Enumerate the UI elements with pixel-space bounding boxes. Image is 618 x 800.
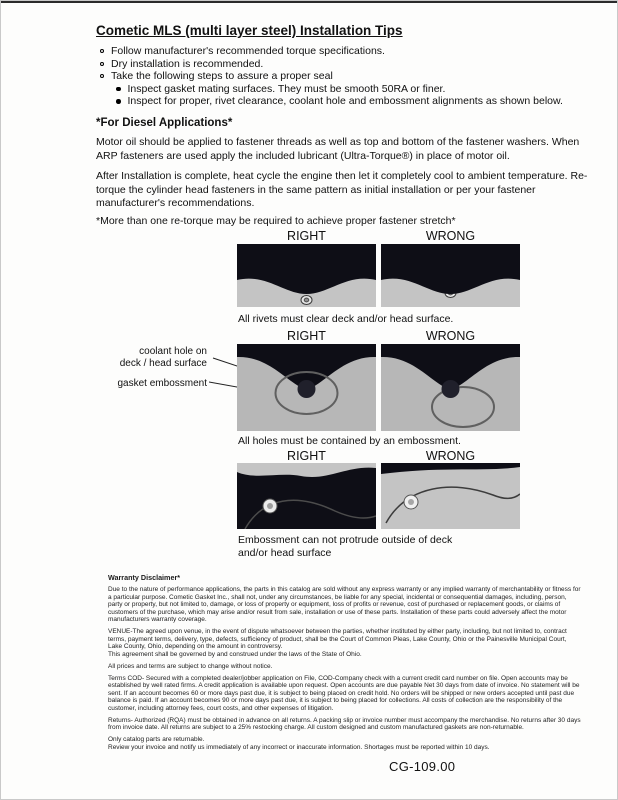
warranty-paragraph: Review your invoice and notify us immediately of any incorrect or inaccurate information. Shortages must be reported within 10 days.: [108, 743, 490, 751]
diagram-rivet-wrong: [381, 244, 520, 307]
diagram-embossment-wrong: [381, 463, 520, 529]
list-item: [116, 95, 563, 108]
right-column-header: RIGHT: [287, 329, 326, 343]
page-title: Cometic MLS (multi layer steel) Installation Tips: [96, 23, 403, 38]
diagram-embossment-right: [237, 463, 376, 529]
rivet-caption: All rivets must clear deck and/or head surface.: [238, 313, 454, 325]
gasket-embossment-label: gasket embossment: [117, 378, 207, 389]
coolant-hole-label: coolant hole on deck / head surface: [119, 346, 207, 369]
list-item: [116, 83, 563, 96]
warranty-paragraph: VENUE-The agreed upon venue, in the event of dispute whatsoever between the parties, whether instituted by either party, including, but not limited to, contract terms, payment terms, delivery, type, defects, sufficiency of product, shall be the Court of Common Pleas, Lake County, Ohio or the Painesville Municipal Court, Lake County, Ohio, depending on the amount in controversy.: [108, 628, 567, 650]
list-item-text: Take the following steps to assure a proper seal: [111, 70, 333, 83]
wrong-column-header: WRONG: [425, 329, 476, 343]
dot-bullet-icon: [116, 99, 121, 104]
warranty-paragraph: Terms COD- Secured with a completed dealer/jobber application on File, COD-Company check with a current credit card number on file. Open accounts may be established by well rated firms. A credit application is available upon request. Open accounts are due payable Net 30 days from date of invoice. No statement will be sent. If an account becomes 60 or more days past due, it is subject to being placed on credit hold. No orders will be shipped or new orders accepted until past due balance is paid. If an account becomes 90 or more days past due, it is subject to being placed for collections. All costs of collection are the responsibility of the customer, including attorney fees, court costs, and other expenses of litigation.: [108, 674, 580, 712]
list-item: [100, 70, 563, 83]
right-column-header: RIGHT: [287, 229, 326, 243]
list-item: [100, 58, 563, 71]
diagram-hole-right: [237, 344, 376, 431]
hole-uncontained-image: [381, 344, 520, 431]
list-item-text: Inspect gasket mating surfaces. They must be smooth 50RA or finer.: [127, 82, 446, 95]
circle-bullet-icon: [100, 74, 104, 78]
list-item-text: Dry installation is recommended.: [111, 57, 264, 70]
dot-bullet-icon: [116, 87, 121, 92]
hole-caption: All holes must be contained by an embossment.: [238, 435, 461, 447]
diagram-rivet-right: [237, 244, 376, 307]
circle-bullet-icon: [100, 49, 104, 53]
warranty-paragraph: Returns- Authorized (RQA) must be obtained in advance on all returns. A packing slip or invoice number must accompany the merchandise. No returns after 30 days from invoice date. All returns are subject to a 25% restocking charge. All custom designed and custom manufactured gaskets are non-returnable.: [108, 716, 581, 731]
embossment-protruding-image: [381, 463, 520, 529]
warranty-paragraph: Due to the nature of performance applications, the parts in this catalog are sold without any express warranty or any implied warranty of merchantability or fitness for a particular purpose. Cometic Gasket Inc., shall not, under any circumstances, be liable for any special, incidental or consequential damages, including, person, party or property, but not limited to, damage, or loss of property or equipment, loss of profits or revenue, cost of purchased or replacement goods, or claims of customers of the purchase, which may arise and/or result from sale, installation or use of these parts. Installation of these parts could adversely affect the motor manufacturers warranty coverage.: [108, 586, 581, 623]
wrong-column-header: WRONG: [425, 449, 476, 463]
rivet-blocked-image: [381, 244, 520, 307]
rivet-clear-image: [237, 244, 376, 307]
page-top-rule: [1, 1, 617, 3]
list-item-text: Inspect for proper, rivet clearance, coolant hole and embossment alignments as shown below.: [127, 95, 563, 108]
diesel-paragraph: After Installation is complete, heat cycle the engine then let it completely cool to ambient temperature. Re-torque the cylinder head fasteners in the same pattern as initial installation or per your fastener manufacturer's recommendations.: [96, 170, 588, 209]
diesel-paragraph: Motor oil should be applied to fastener threads as well as top and bottom of the fastener washers. When ARP fasteners are used apply the included lubricant (Ultra-Torque®) in place of motor oil.: [96, 136, 580, 162]
warranty-section: [108, 573, 582, 756]
hole-contained-image: [237, 344, 376, 431]
warranty-paragraph: This agreement shall be governed by and construed under the laws of the State of Ohio.: [108, 650, 362, 658]
page-code: CG-109.00: [389, 759, 456, 774]
warranty-paragraph: Only catalog parts are returnable.: [108, 736, 205, 743]
embossment-inside-image: [237, 463, 376, 529]
coolant-hole-icon: [442, 380, 460, 398]
embossment-caption: Embossment can not protrude outside of deck and/or head surface: [238, 534, 453, 559]
right-column-header: RIGHT: [287, 449, 326, 463]
circle-bullet-icon: [100, 62, 104, 66]
list-item-text: Follow manufacturer's recommended torque specifications.: [111, 45, 385, 58]
wrong-column-header: WRONG: [425, 229, 476, 243]
diagram-hole-wrong: [381, 344, 520, 431]
warranty-heading: Warranty Disclaimer*: [108, 573, 181, 582]
coolant-hole-icon: [298, 380, 316, 398]
retorque-note: *More than one re-torque may be required to achieve proper fastener stretch*: [96, 215, 456, 227]
diesel-applications-heading: *For Diesel Applications*: [96, 117, 233, 129]
list-item: [100, 45, 563, 58]
installation-tips-list: [100, 45, 563, 108]
warranty-paragraph: All prices and terms are subject to change without notice.: [108, 662, 273, 670]
